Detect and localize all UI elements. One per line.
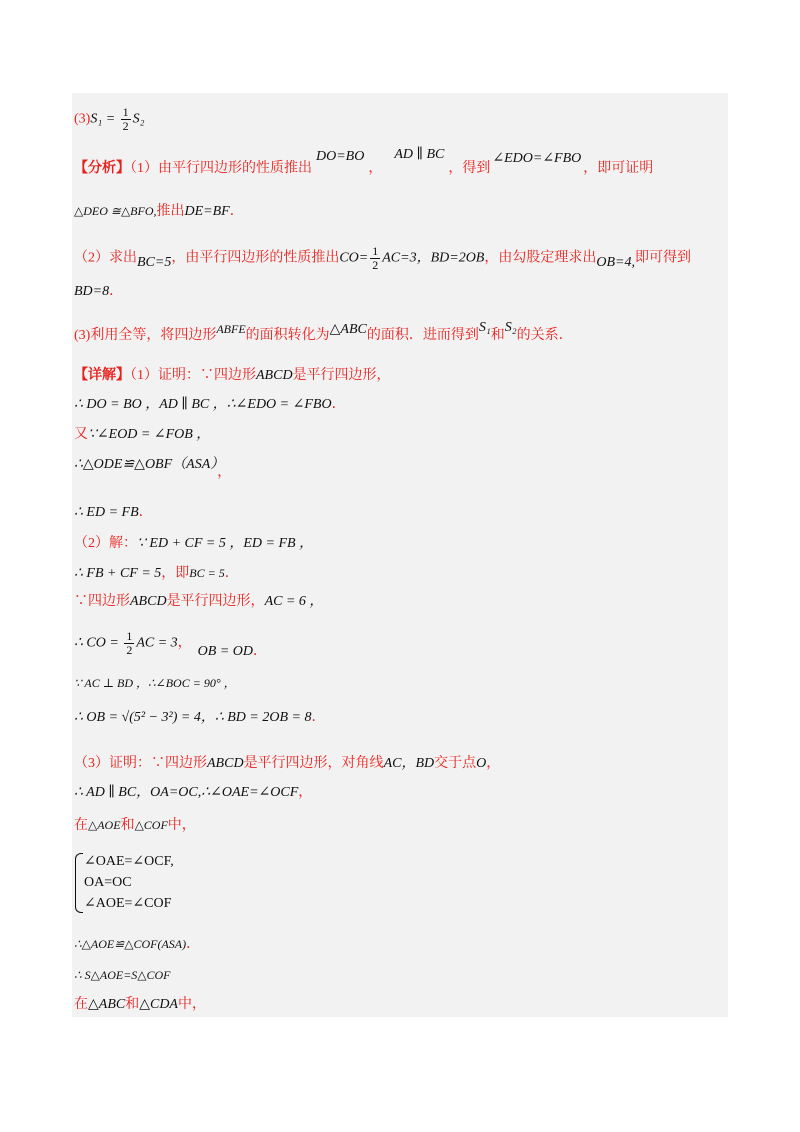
detail-line-9: ∴ CO = $\frac{1}{2}$ AC = 3，OB = OD． — [74, 629, 267, 659]
result-tail: S₂ — [132, 111, 145, 127]
detail-line-13: ∴ AD ∥ BC，OA=OC,∴∠OAE=∠OCF， — [74, 785, 313, 800]
detail-line-17: 在△ABC和△CDA中， — [74, 997, 206, 1012]
system-line-3: ∠AOE=∠COF — [84, 896, 172, 911]
analysis-line-5: (3)利用全等，将四边形ABFE的面积转化为△ABC的面积．进而得到S₁和S₂的关系． — [74, 320, 573, 343]
detail-line-1: 【详解】（1）证明：∵四边形ABCD是平行四边形， — [74, 368, 391, 383]
result-fraction: $\frac{1}{2}$ — [122, 105, 129, 133]
detail-line-10: ∵ AC ⊥ BD ，∴∠BOC = 90° ， — [74, 676, 236, 690]
detail-line-15: ∴△AOE≌△COF(ASA)． — [74, 937, 201, 952]
detail-line-12: （3）证明：∵四边形ABCD是平行四边形，对角线AC，BD交于点O， — [74, 756, 501, 771]
analysis-line-4: BD=8． — [74, 284, 124, 299]
detail-line-5: ∴ ED = FB． — [74, 505, 153, 520]
detail-line-16: ∴ S△AOE=S△COF — [74, 968, 171, 982]
detail-line-2: ∴ DO = BO ，AD ∥ BC ，∴∠EDO = ∠FBO． — [74, 397, 346, 412]
detail-line-11: ∴ OB = √(5² − 3²) = 4，∴ BD = 2OB = 8． — [74, 710, 326, 725]
result-prefix: (3) — [74, 111, 91, 127]
result-eq: S₁ = — [90, 111, 119, 127]
detail-line-6: （2）解：∵ ED + CF = 5 ，ED = FB ， — [74, 536, 314, 551]
detail-line-14: 在△AOE和△COF中， — [74, 818, 196, 833]
detail-tag: 【详解】 — [74, 368, 130, 383]
detail-line-8: ∵四边形ABCD是平行四边形，AC = 6 ， — [74, 594, 324, 609]
system-line-2: OA=OC — [84, 875, 132, 890]
result-line-3 — [74, 106, 145, 133]
analysis-line-1: 【分析】（1）由平行四边形的性质推出DO=BO，AD ∥ BC，得到∠EDO=∠FBO，即可证明 — [74, 147, 654, 176]
analysis-line-3: （2）求出BC=5，由平行四边形的性质推出CO= $\frac{1}{2}$ AC=3，BD=2OB，由勾股定理求出OB=4,即可得到 — [74, 244, 691, 272]
detail-line-7: ∴ FB + CF = 5，即BC = 5． — [74, 566, 239, 581]
analysis-line-2: △DEO ≅△BFO,推出DE=BF． — [74, 204, 244, 219]
system-line-1: ∠OAE=∠OCF, — [84, 854, 174, 869]
content-panel — [72, 93, 728, 1017]
detail-line-3: 又∵∠EOD = ∠FOB ， — [74, 427, 211, 442]
analysis-tag: 【分析】 — [74, 161, 130, 176]
detail-line-4: ∴△ODE≌△OBF（ASA）， — [74, 457, 232, 480]
system-brace — [75, 853, 83, 913]
